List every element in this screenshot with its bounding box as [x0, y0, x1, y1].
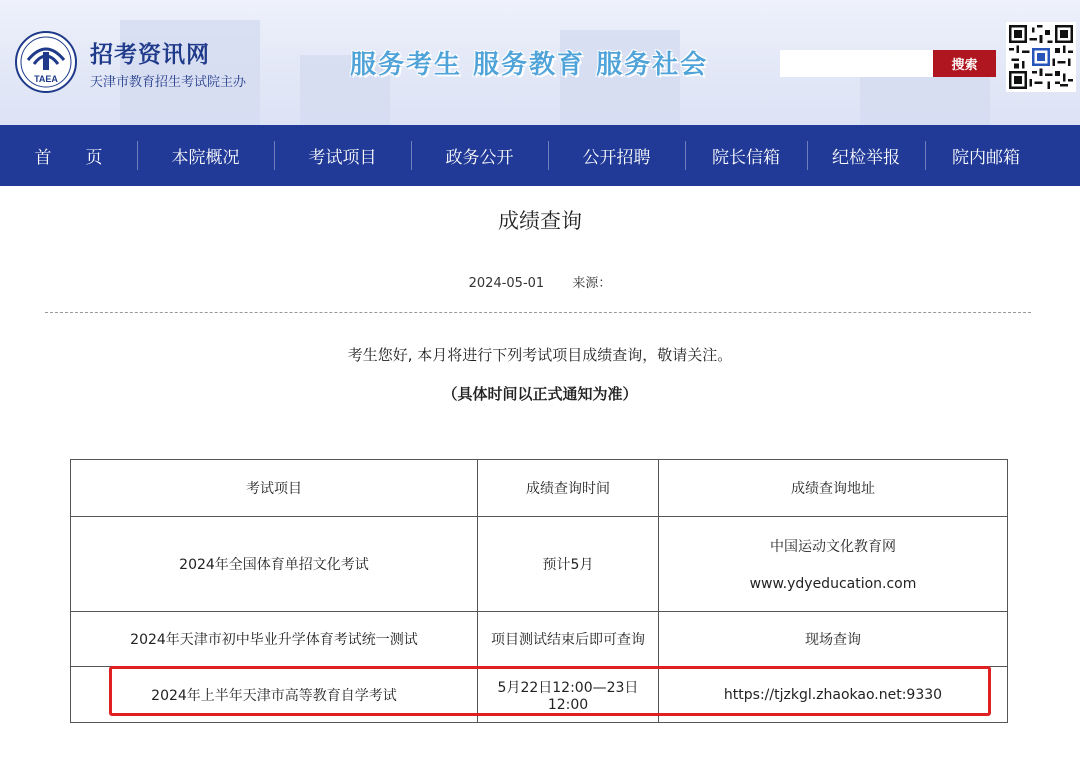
nav-item-about[interactable]: 本院概况 — [171, 148, 240, 168]
header-slogan: 服务考生 服务教育 服务社会 — [350, 50, 709, 80]
nav-item-internal-mail[interactable]: 院内邮箱 — [952, 148, 1020, 168]
table-header-cell: 考试项目 — [71, 460, 478, 517]
taea-logo-icon[interactable] — [14, 30, 78, 94]
dashed-divider — [45, 312, 1031, 313]
table-header-cell: 成绩查询地址 — [659, 460, 1008, 517]
nav-item-public-affairs[interactable]: 政务公开 — [445, 148, 514, 168]
table-row — [71, 667, 1008, 723]
article-date: 2024-05-01 — [468, 276, 545, 291]
project-cell: 2024年全国体育单招文化考试 — [71, 517, 478, 612]
nav-item-home[interactable]: 首 页 — [34, 148, 103, 168]
logo-text: TAEA — [34, 74, 58, 84]
qr-code-icon — [1006, 22, 1076, 92]
site-subtitle: 天津市教育招生考试院主办 — [90, 75, 247, 90]
article-note: （具体时间以正式通知为准） — [442, 385, 638, 403]
address-site-name: 中国运动文化教育网 — [770, 539, 896, 555]
page-title: 成绩查询 — [498, 209, 582, 233]
article-source-label: 来源： — [572, 276, 612, 291]
table-row — [71, 612, 1008, 667]
address-cell: 现场查询 — [659, 612, 1008, 667]
address-link[interactable]: https://tjzkgl.zhaokao.net:9330 — [659, 667, 1008, 723]
site-name[interactable]: 招考资讯网 — [90, 42, 210, 68]
table-header-cell: 成绩查询时间 — [478, 460, 659, 517]
nav-item-exams[interactable]: 考试项目 — [308, 148, 377, 168]
project-cell: 2024年天津市初中毕业升学体育考试统一测试 — [71, 612, 478, 667]
nav-item-president-mailbox[interactable]: 院长信箱 — [712, 148, 780, 168]
search-button[interactable]: 搜索 — [933, 50, 996, 77]
time-cell: 项目测试结束后即可查询 — [478, 612, 659, 667]
score-query-table — [70, 459, 1008, 723]
time-cell: 预计5月 — [478, 517, 659, 612]
nav-item-recruitment[interactable]: 公开招聘 — [582, 148, 651, 168]
table-row — [71, 517, 1008, 612]
project-cell: 2024年上半年天津市高等教育自学考试 — [71, 667, 478, 723]
article-intro: 考生您好, 本月将进行下列考试项目成绩查询，敬请关注。 — [347, 346, 733, 364]
search-input[interactable] — [780, 50, 933, 77]
nav-item-discipline-report[interactable]: 纪检举报 — [832, 148, 900, 168]
time-cell: 5月22日12:00—23日12:00 — [478, 667, 659, 723]
main-nav — [0, 125, 1080, 186]
address-cell — [659, 517, 1008, 612]
table-header-row — [71, 460, 1008, 517]
site-header — [0, 0, 1080, 125]
article-meta — [0, 272, 1080, 291]
address-link[interactable]: www.ydyeducation.com — [749, 576, 917, 592]
